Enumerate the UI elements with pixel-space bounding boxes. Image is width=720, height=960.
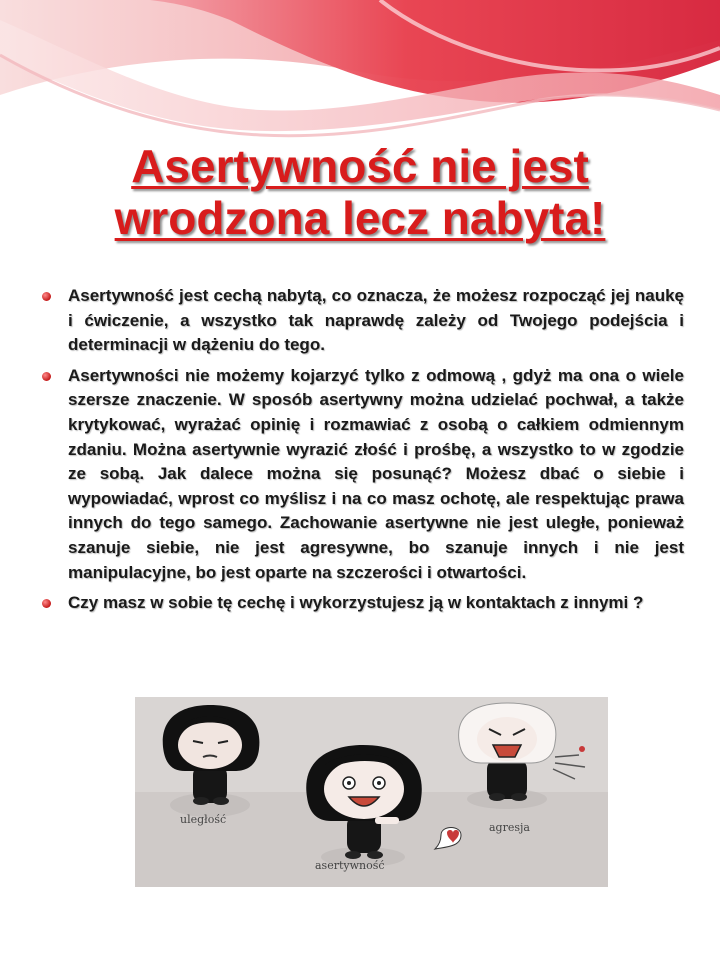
figure-submissive	[163, 705, 260, 817]
page-title	[0, 140, 720, 244]
bullet-dot-icon	[42, 599, 51, 608]
label-submissive: uległość	[180, 813, 227, 826]
label-assertive: asertywność	[315, 859, 385, 872]
bullet-text-emphasis: cechą nabytą,	[213, 286, 327, 305]
bullet-item	[40, 284, 684, 358]
title-line-1: Asertywność nie jest	[131, 140, 589, 192]
bullet-text-end: co oznacza, że możesz rozpocząć jej naukę i ćwiczenie, a wszystko tak naprawdę zależy od Twojego podejścia i determinacji w dążeniu do tego.	[68, 286, 684, 355]
illustration-assertiveness-figures	[135, 697, 608, 887]
bullet-text-start: Asertywność jest	[68, 286, 214, 305]
bullet-text: Czy masz w sobie tę cechę i wykorzystujesz ją w kontaktach z innymi ?	[68, 593, 644, 613]
bullet-list	[40, 284, 684, 622]
bullet-dot-icon	[42, 292, 51, 301]
bullet-item	[40, 591, 684, 616]
label-aggressive: agresja	[489, 821, 530, 834]
bullet-text: Asertywności nie możemy kojarzyć tylko z odmową , gdyż ma ona o wiele szersze znaczenie. W sposób asertywny można udzielać pochwał, a także krytykować, wyrażać opinię i rozmawiać z osobą o całkiem odmiennym zdaniu. Można asertywnie wyrazić złość i prośbę, a wszystko to w zgodzie ze sobą. Jak dalece można się posunąć? Możesz dbać o siebie i wypowiadać, wprost co myślisz i na co masz ochotę, ale respektując prawa innych do tego samego. Zachowanie asertywne nie jest uległe, ponieważ szanuje siebie, nie jest agresywne, bo szanuje innych i nie jest manipulacyjne, bo jest oparte na szczerości i otwartości.	[68, 365, 684, 582]
title-line-2: wrodzona lecz nabyta!	[114, 192, 606, 244]
header-wave-decoration	[0, 0, 720, 150]
bullet-dot-icon	[42, 372, 51, 381]
bullet-item	[40, 364, 684, 585]
